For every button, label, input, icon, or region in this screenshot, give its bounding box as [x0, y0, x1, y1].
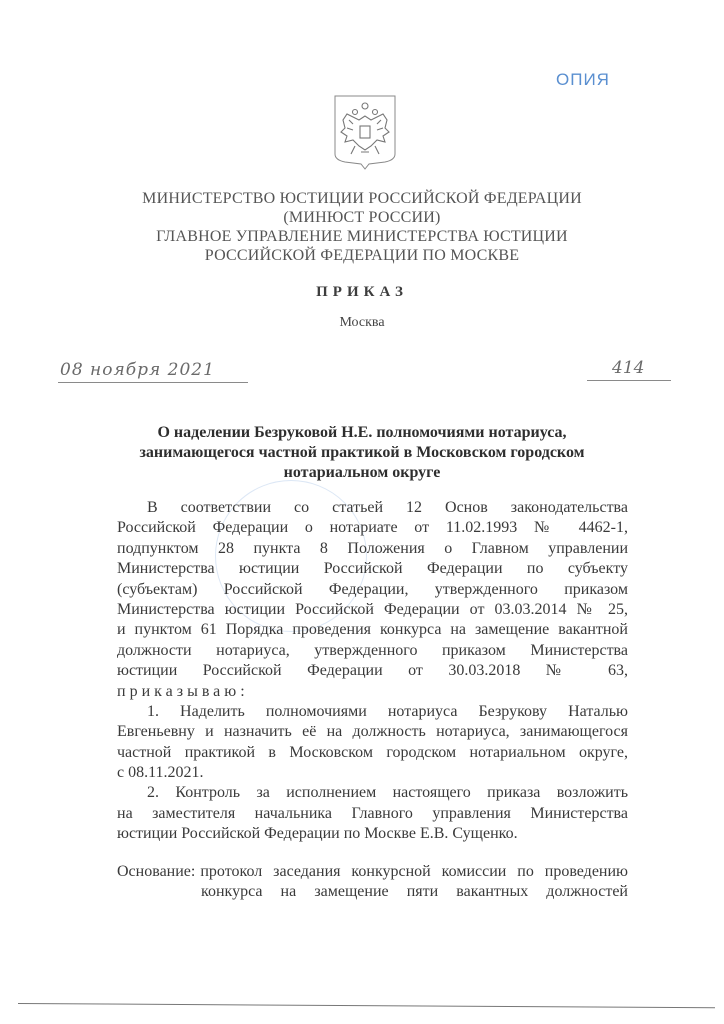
body-line: В соответствии со статьей 12 Основ законодательства: [147, 499, 628, 516]
title-line: нотариальном округе: [283, 464, 441, 481]
order-body: [117, 498, 628, 845]
document-type: ПРИКАЗ: [316, 284, 408, 300]
ministry-name: МИНИСТЕРСТВО ЮСТИЦИИ РОССИЙСКОЙ ФЕДЕРАЦИИ: [142, 190, 582, 207]
basis-line: конкурса на замещение пяти вакантных должностей: [201, 883, 628, 901]
body-line: и пунктом 61 Порядка проведения конкурса на замещение вакантной: [117, 621, 628, 639]
copy-stamp: ОПИЯ: [556, 70, 610, 89]
body-line: Министерства юстиции Российской Федерации по субъекту: [117, 560, 628, 578]
department-name: ГЛАВНОЕ УПРАВЛЕНИЕ МИНИСТЕРСТВА ЮСТИЦИИ: [156, 228, 568, 245]
page-bottom-divider: [18, 1003, 715, 1008]
item-1-line: Евгеньевну и назначить её на должность нотариуса, занимающегося: [117, 723, 628, 741]
body-line: (субъектам) Российской Федерации, утвержденного приказом: [117, 580, 628, 598]
basis-label: Основание:: [117, 863, 196, 880]
body-line: Министерства юстиции Российской Федерации от 03.03.2014 № 25,: [117, 600, 628, 618]
item-1-line: с 08.11.2021.: [117, 764, 204, 782]
number-underline: [587, 380, 671, 381]
city: Москва: [339, 315, 385, 330]
handwritten-order-number: 414: [612, 358, 645, 378]
title-line: О наделении Безруковой Н.Е. полномочиями нотариуса,: [157, 424, 567, 441]
basis-line: протокол заседания конкурсной комиссии по проведению: [200, 863, 628, 880]
body-line: юстиции Российской Федерации от 30.03.2018 № 63,: [117, 662, 628, 680]
body-line: подпунктом 28 пункта 8 Положения о Главном управлении: [117, 539, 628, 557]
basis-section: [117, 862, 628, 903]
item-2-line: на заместителя начальника Главного управления Министерства: [117, 804, 628, 822]
russian-coat-of-arms-icon: [333, 94, 397, 170]
body-line-order-verb: приказываю:: [117, 682, 249, 700]
department-name-cont: РОССИЙСКОЙ ФЕДЕРАЦИИ ПО МОСКВЕ: [204, 247, 520, 264]
date-underline: [58, 382, 248, 383]
item-1-line: 1. Наделить полномочиями нотариуса Безрукову Наталью: [147, 702, 628, 720]
order-title: [110, 423, 614, 483]
title-line: занимающегося частной практикой в Московском городском: [139, 444, 585, 461]
handwritten-date: 08 ноября 2021: [60, 360, 215, 380]
body-line: должности нотариуса, утвержденного приказом Министерства: [117, 641, 628, 659]
basis-first-line: [117, 862, 628, 882]
item-2-line: 2. Контроль за исполнением настоящего приказа возложить: [147, 784, 628, 802]
body-line: Российской Федерации о нотариате от 11.02.1993 № 4462-1,: [117, 519, 628, 537]
item-2-line: юстиции Российской Федерации по Москве Е.В. Сущенко.: [117, 825, 518, 843]
ministry-short-name: (МИНЮСТ РОССИИ): [283, 209, 441, 226]
item-1-line: частной практикой в Московском городском нотариальном округе,: [117, 743, 628, 761]
